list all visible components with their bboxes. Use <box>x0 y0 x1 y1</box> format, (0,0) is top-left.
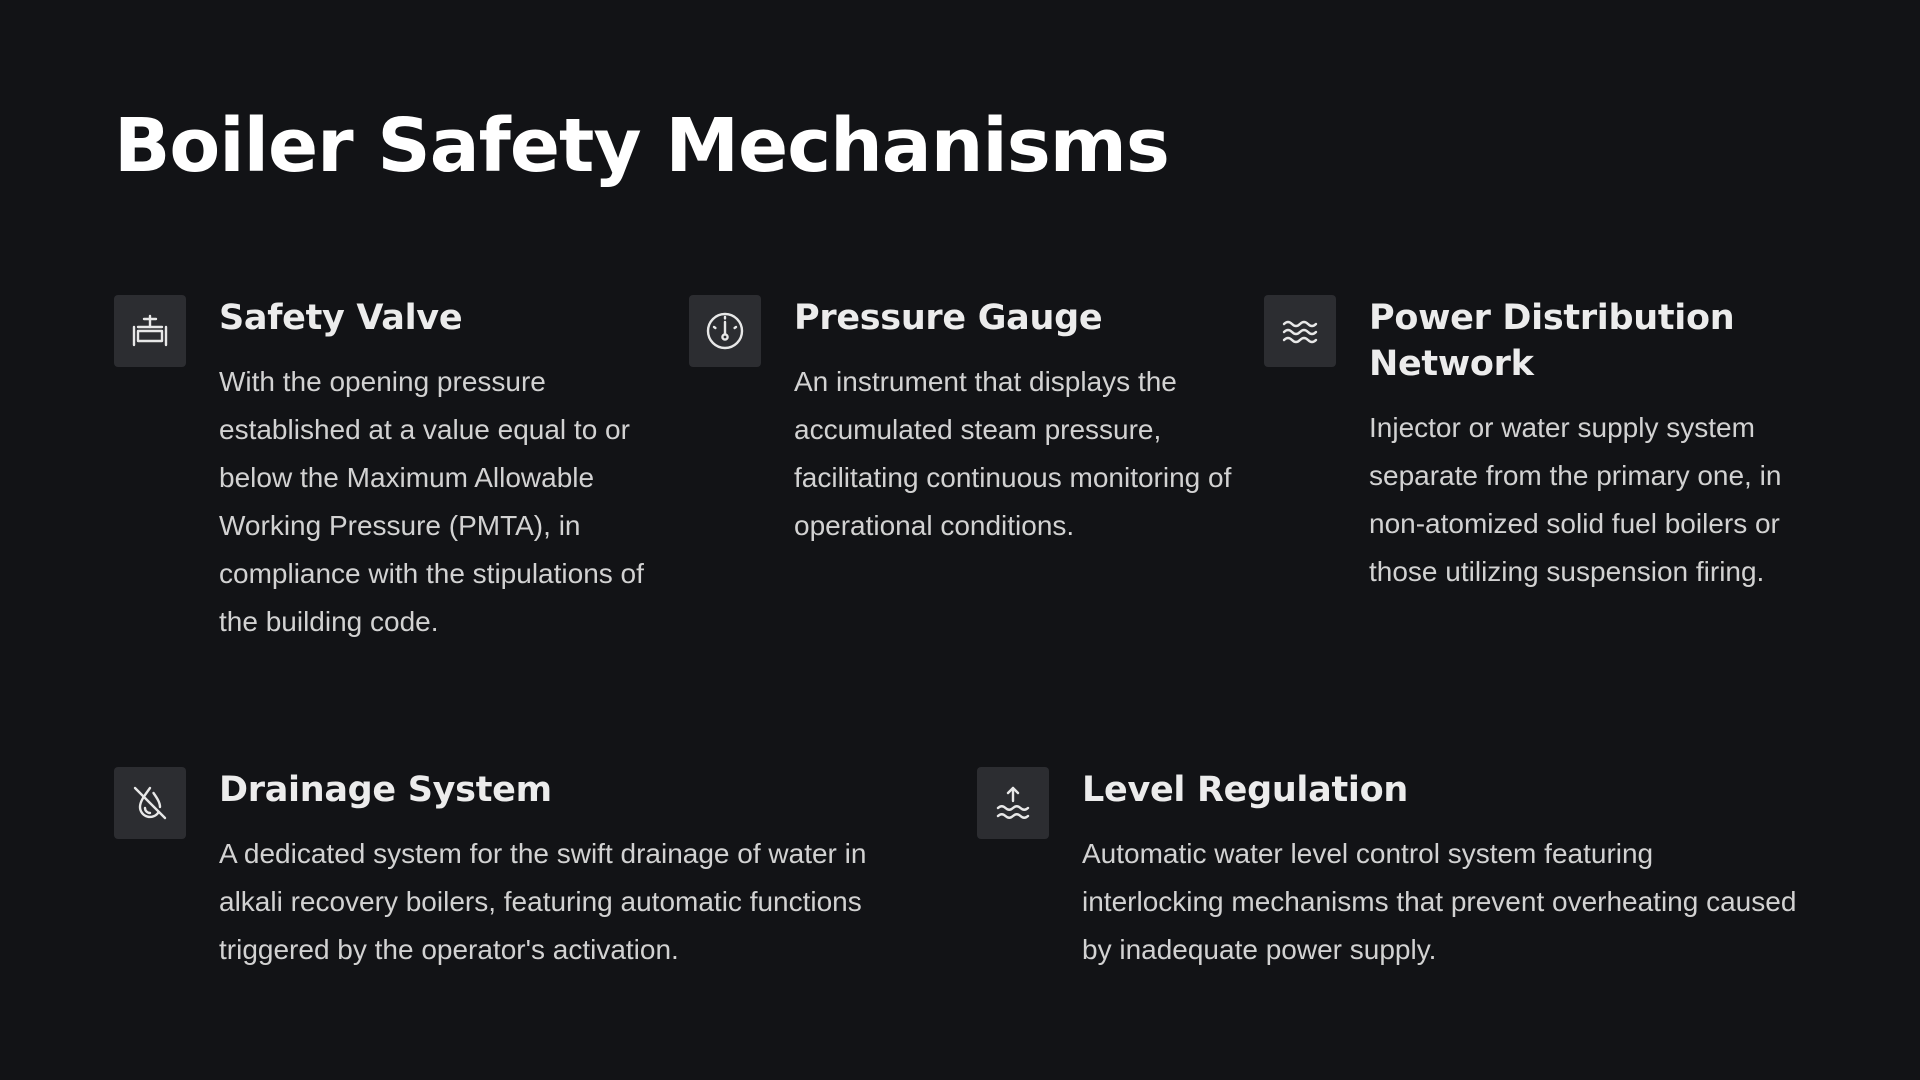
card-title: Safety Valve <box>219 298 463 338</box>
card-description: An instrument that displays the accumulated steam pressure, facilitating continuous monitoring of operational conditions. <box>794 366 1232 541</box>
water-level-up-icon <box>989 779 1037 827</box>
card-description: A dedicated system for the swift drainage of water in alkali recovery boilers, featuring automatic functions triggered by the operator's activation. <box>219 838 867 965</box>
card-description: Automatic water level control system featuring interlocking mechanisms that prevent overheating caused by inadequate power supply. <box>1082 838 1797 965</box>
safety-valve-icon <box>126 307 174 355</box>
gauge-icon <box>701 307 749 355</box>
waves-icon <box>1276 307 1324 355</box>
droplet-off-icon <box>126 779 174 827</box>
icon-tile <box>1264 295 1336 367</box>
card-description: Injector or water supply system separate from the primary one, in non-atomized solid fuel boilers or those utilizing suspension firing. <box>1369 412 1782 587</box>
page-title: Boiler Safety Mechanisms <box>114 103 1169 189</box>
card-title: Power Distribution Network <box>1369 298 1735 384</box>
card-description: With the opening pressure established at a value equal to or below the Maximum Allowable Working Pressure (PMTA), in compliance with the stipulations of the building code. <box>219 366 644 637</box>
card-title: Drainage System <box>219 770 552 810</box>
card-title: Level Regulation <box>1082 770 1408 810</box>
icon-tile <box>689 295 761 367</box>
icon-tile <box>114 295 186 367</box>
card-title: Pressure Gauge <box>794 298 1103 338</box>
icon-tile <box>977 767 1049 839</box>
icon-tile <box>114 767 186 839</box>
